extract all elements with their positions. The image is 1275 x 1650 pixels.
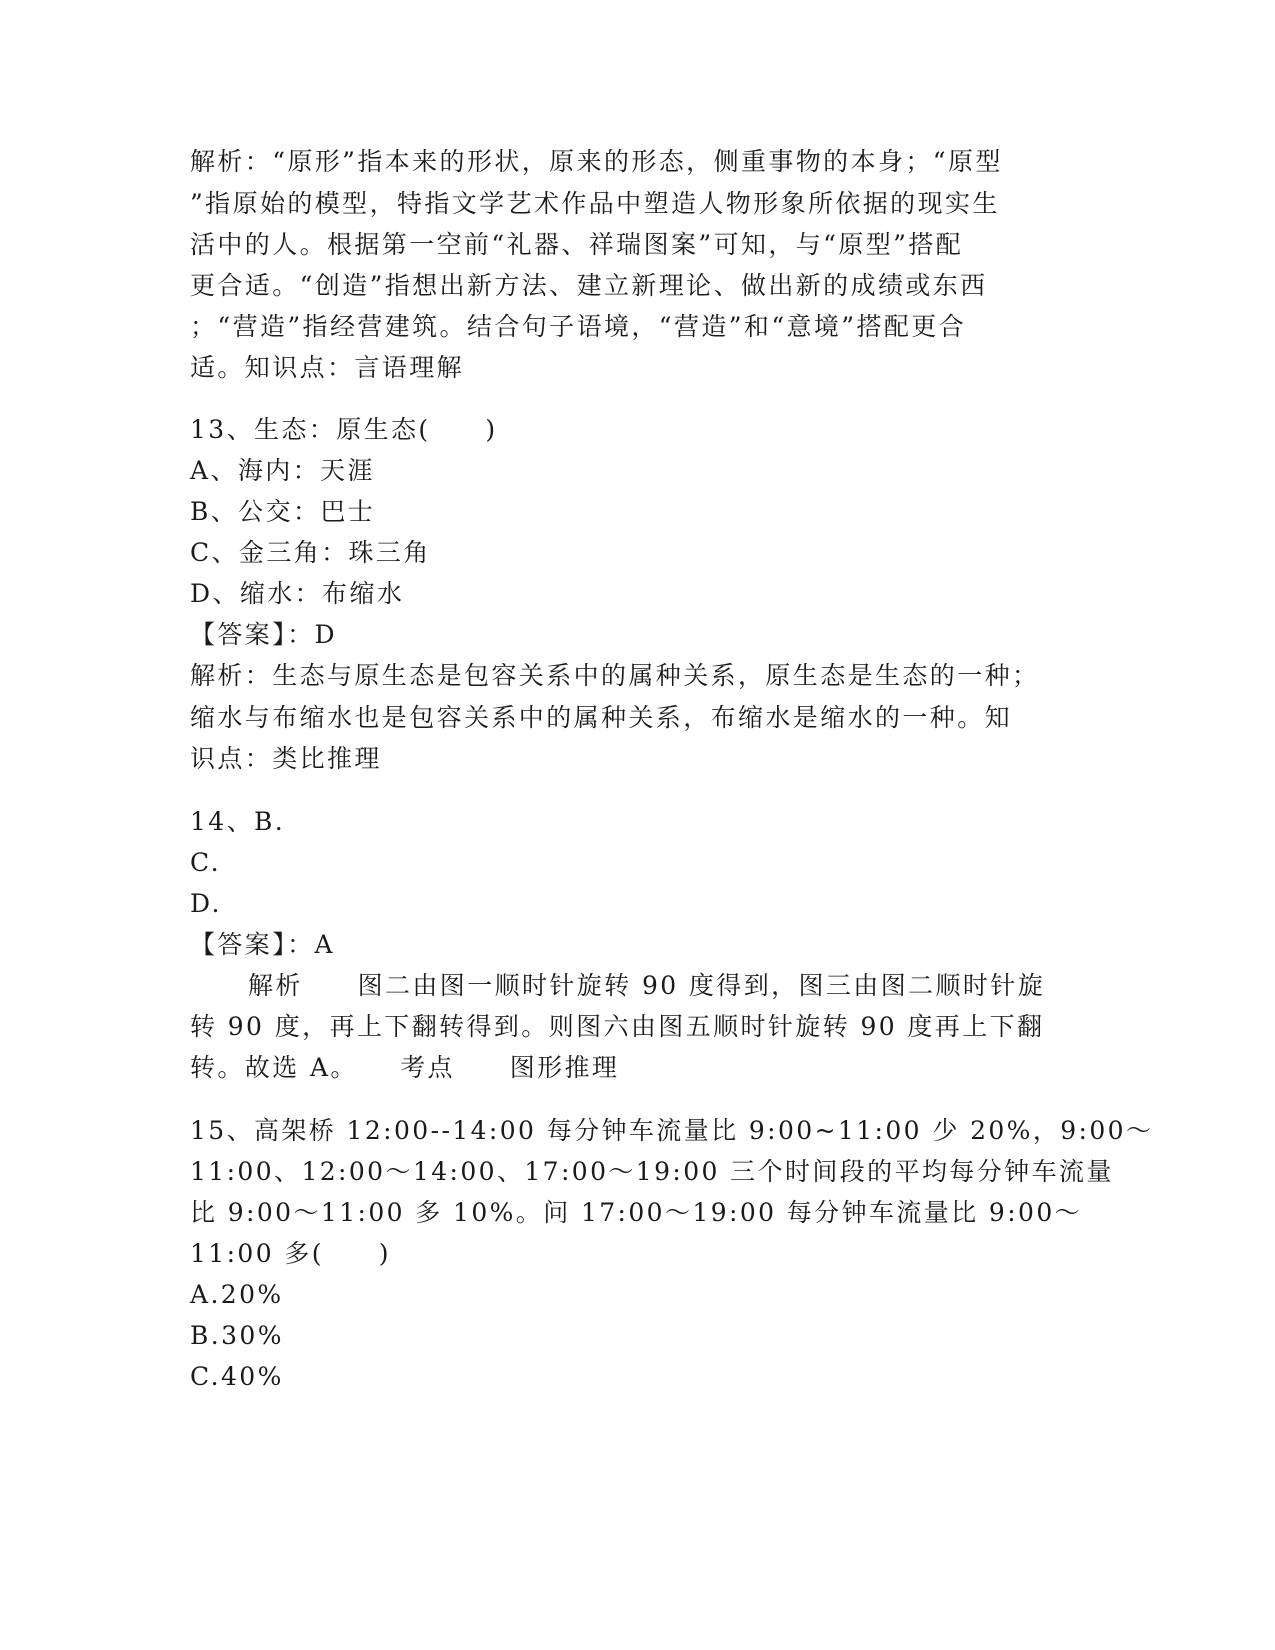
q12-explanation-line: ”指原始的模型，特指文学艺术作品中塑造人物形象所依据的现实生 [190,189,1000,218]
q13-option-a: A、海内：天涯 [190,456,375,485]
q14-answer: 【答案】：A [190,930,335,959]
q13-explanation-line: 缩水与布缩水也是包容关系中的属种关系，布缩水是缩水的一种。知 [190,703,1013,732]
q15-question-line: 11:00 多( ) [190,1239,391,1268]
q15-option-a: A.20% [190,1280,284,1309]
q13-question: 13、生态：原生态( ) [190,415,498,444]
q13-option-b: B、公交：巴士 [190,497,376,526]
q14-option-d: D. [190,889,222,918]
q15-option-b: B.30% [190,1321,284,1350]
q14-explanation-line: 解析 图二由图一顺时针旋转 90 度得到，图三由图二顺时针旋 [248,971,1046,1000]
q12-explanation-line: ；“营造”指经营建筑。结合句子语境，“营造”和“意境”搭配更合 [190,312,967,341]
q15-question-line: 11:00、12:00～14:00、17:00～19:00 三个时间段的平均每分钟车流量 [190,1157,1114,1186]
q12-explanation-line: 活中的人。根据第一空前“礼器、祥瑞图案”可知，与“原型”搭配 [190,230,964,259]
q12-explanation-line: 更合适。“创造”指想出新方法、建立新理论、做出新的成绩或东西 [190,271,988,300]
q15-question-line: 比 9:00～11:00 多 10%。问 17:00～19:00 每分钟车流量比 9:00～ [190,1198,1083,1227]
q14-question: 14、B. [190,807,286,836]
q13-option-d: D、缩水：布缩水 [190,579,405,608]
q12-explanation-line: 适。知识点：言语理解 [190,353,465,382]
q15-option-c: C.40% [190,1362,284,1391]
q14-explanation-line: 转 90 度，再上下翻转得到。则图六由图五顺时针旋转 90 度再上下翻 [190,1012,1045,1041]
q14-explanation-line: 转。故选 A。 考点 图形推理 [190,1053,620,1082]
q13-explanation-line: 识点：类比推理 [190,744,382,773]
q13-option-c: C、金三角：珠三角 [190,538,431,567]
q12-explanation-line: 解析：“原形”指本来的形状，原来的形态，侧重事物的本身；“原型 [190,147,1003,176]
q15-question-line: 15、高架桥 12:00--14:00 每分钟车流量比 9:00~11:00 少 20%，9:00～ [190,1116,1154,1145]
q13-answer: 【答案】：D [190,620,337,649]
q13-explanation-line: 解析：生态与原生态是包容关系中的属种关系，原生态是生态的一种； [190,661,1040,690]
q14-option-c: C. [190,848,221,877]
